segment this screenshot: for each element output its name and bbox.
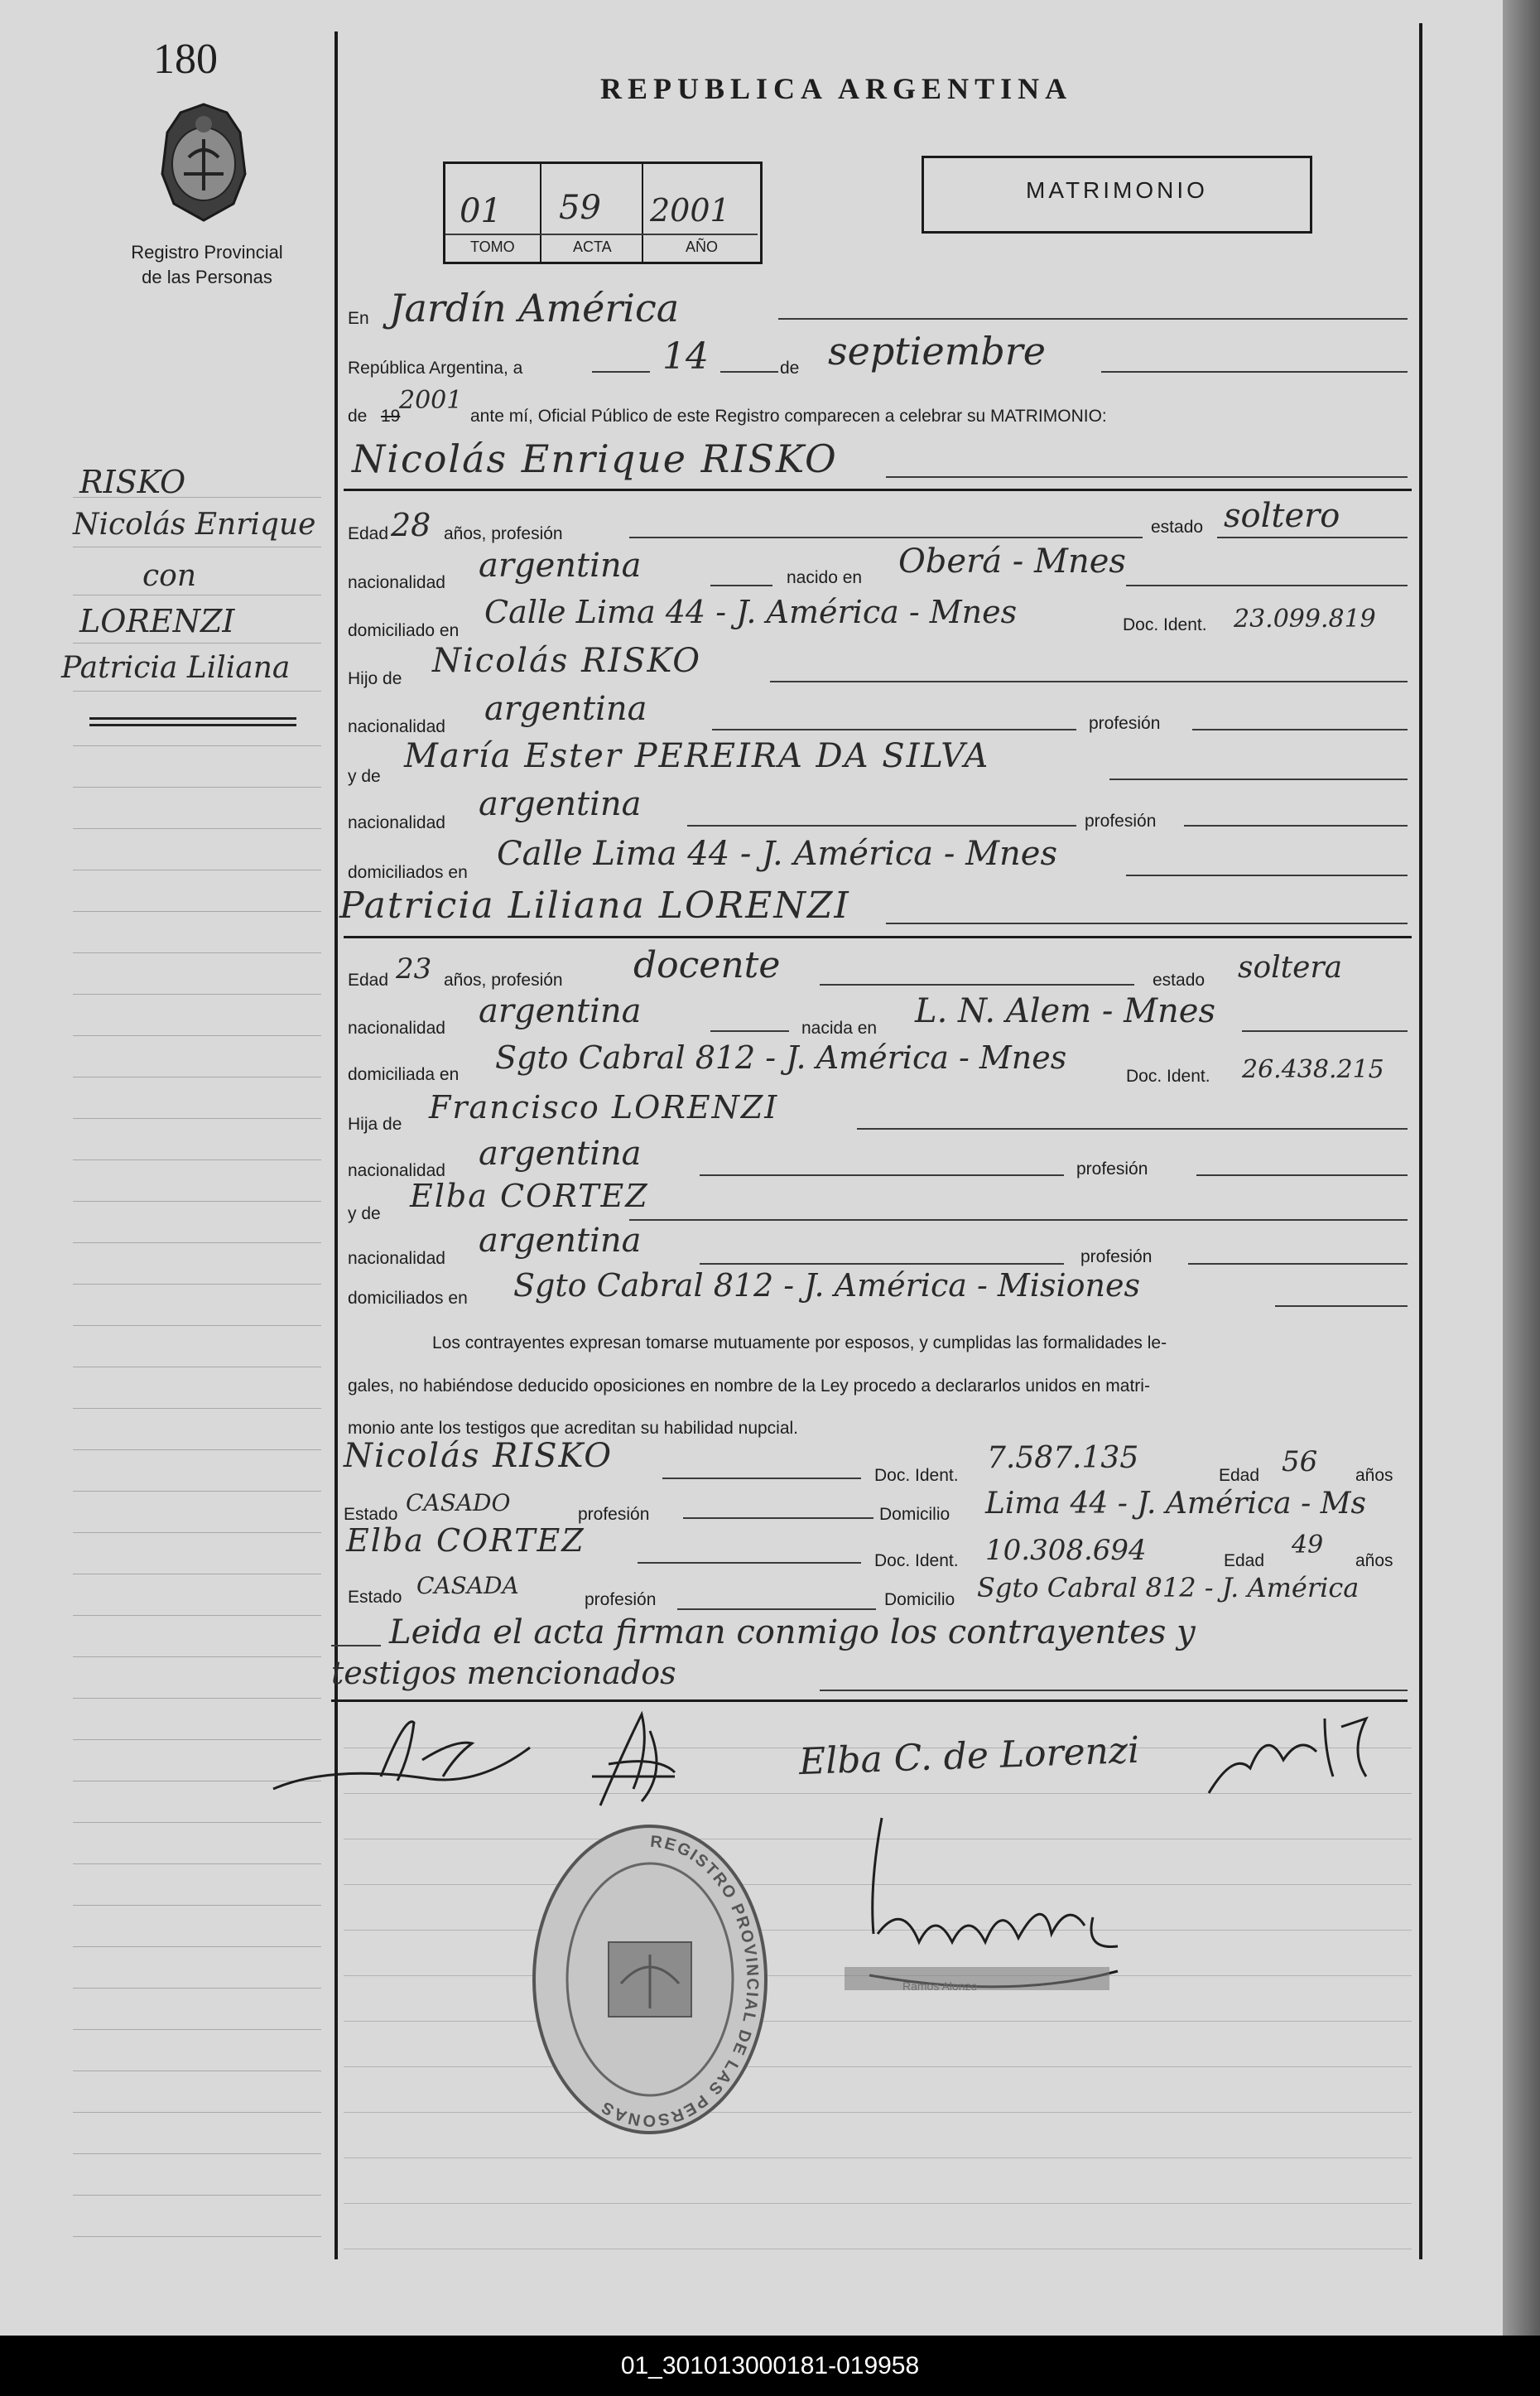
- label-bride-edad: Edad: [348, 971, 389, 990]
- bride-signature: [575, 1698, 700, 1814]
- right-border: [1419, 23, 1422, 2259]
- label-bride-hija-de: Hija de: [348, 1115, 402, 1134]
- label-bride-domiciliada-en: domiciliada en: [348, 1065, 460, 1084]
- witness1-signature: [1201, 1702, 1383, 1801]
- label-en: En: [348, 309, 369, 328]
- groom-name: Nicolás Enrique RISKO: [352, 436, 838, 481]
- acta-value: 59: [559, 189, 601, 227]
- closing-line2: testigos mencionados: [331, 1655, 676, 1691]
- bride-address: Sgto Cabral 812 - J. América - Mnes: [495, 1039, 1067, 1076]
- label-witness2-profesion: profesión: [585, 1590, 657, 1609]
- label-bride-estado: estado: [1153, 971, 1206, 990]
- groom-age: 28: [391, 507, 431, 543]
- bride-parents-address: Sgto Cabral 812 - J. América - Misiones: [513, 1267, 1140, 1304]
- label-witness1-estado: Estado: [344, 1505, 398, 1524]
- label-de-year: de: [348, 407, 368, 426]
- country-title: REPUBLICA ARGENTINA: [600, 72, 1073, 105]
- label-witness1-anos: años: [1355, 1466, 1393, 1485]
- witness1-doc: 7.587.135: [987, 1441, 1139, 1475]
- label-groom-domiciliado-en: domiciliado en: [348, 621, 460, 640]
- tomo-label: TOMO: [470, 239, 515, 255]
- groom-doc: 23.099.819: [1234, 605, 1376, 634]
- groom-father-nationality: argentina: [484, 690, 647, 728]
- label-witness2-doc-ident: Doc. Ident.: [874, 1551, 959, 1570]
- label-groom-nacionalidad: nacionalidad: [348, 573, 445, 592]
- margin-note-end-rule2: [89, 724, 296, 726]
- declaration-line2: gales, no habiéndose deducido oposiciones en nombre de la Ley procedo a declararlos unidos en matri-: [348, 1376, 1150, 1396]
- label-witness2-estado: Estado: [348, 1588, 402, 1607]
- label-groom-father-nacionalidad: nacionalidad: [348, 717, 445, 736]
- witness1-age: 56: [1282, 1445, 1318, 1478]
- groom-nationality: argentina: [479, 547, 642, 585]
- label-de-month: de: [780, 359, 800, 378]
- witness1-status: CASADO: [406, 1489, 511, 1516]
- label-witness2-anos: años: [1355, 1551, 1393, 1570]
- bride-father-nationality: argentina: [479, 1135, 642, 1173]
- groom-status: soltero: [1224, 497, 1340, 535]
- label-bride-nacida-en: nacida en: [801, 1019, 878, 1038]
- label-bride-mother-nacionalidad: nacionalidad: [348, 1249, 445, 1268]
- label-bride-y-de: y de: [348, 1204, 381, 1223]
- image-id-footer: 01_301013000181-019958: [0, 2336, 1540, 2396]
- label-groom-mother-nacionalidad: nacionalidad: [348, 813, 445, 832]
- label-groom-anos-profesion: años, profesión: [444, 524, 563, 543]
- bride-nationality: argentina: [479, 992, 642, 1030]
- margin-note-surname: RISKO: [79, 464, 186, 500]
- declaration-line1: Los contrayentes expresan tomarse mutuamente por esposos, y cumplidas las formalidades le-: [432, 1333, 1167, 1352]
- bride-mother: Elba CORTEZ: [410, 1178, 649, 1214]
- label-bride-mother-profesion: profesión: [1080, 1247, 1153, 1266]
- margin-note-surname2: LORENZI: [79, 603, 235, 639]
- groom-signature: [265, 1698, 546, 1805]
- bride-name: Patricia Liliana LORENZI: [339, 885, 850, 927]
- label-bride-father-profesion: profesión: [1076, 1159, 1148, 1179]
- witness2-doc: 10.308.694: [985, 1534, 1147, 1567]
- label-bride-anos-profesion: años, profesión: [444, 971, 563, 990]
- date-day: 14: [662, 335, 709, 378]
- tomo-value: 01: [460, 192, 502, 230]
- page-edge: [1503, 0, 1540, 2336]
- bride-born-in: L. N. Alem - Mnes: [915, 992, 1216, 1030]
- bride-mother-nationality: argentina: [479, 1222, 642, 1260]
- label-witness2-edad: Edad: [1224, 1551, 1265, 1570]
- label-bride-domiciliados-en: domiciliados en: [348, 1289, 468, 1308]
- groom-born-in: Oberá - Mnes: [898, 542, 1126, 581]
- place: Jardín América: [389, 286, 680, 330]
- label-groom-estado: estado: [1151, 518, 1204, 537]
- groom-address: Calle Lima 44 - J. América - Mnes: [484, 594, 1018, 630]
- ano-value: 2001: [650, 192, 730, 229]
- bride-age: 23: [396, 952, 432, 986]
- official-signature-name: Ramos Alonzo: [902, 1979, 978, 1993]
- witness1-address: Lima 44 - J. América - Ms: [985, 1487, 1367, 1521]
- label-groom-y-de: y de: [348, 767, 381, 786]
- label-witness1-edad: Edad: [1219, 1466, 1260, 1485]
- bride-doc: 26.438.215: [1242, 1055, 1384, 1084]
- bride-profession: docente: [633, 944, 781, 986]
- witness2-name: Elba CORTEZ: [346, 1522, 585, 1559]
- label-groom-domiciliados-en: domiciliados en: [348, 863, 468, 882]
- witness-signature-text: Elba C. de Lorenzi: [798, 1728, 1140, 1784]
- registry-name-line1: Registro Provincial: [131, 242, 283, 263]
- registry-name-line2: de las Personas: [142, 267, 272, 287]
- label-groom-hijo-de: Hijo de: [348, 669, 402, 688]
- page-number: 180: [153, 36, 218, 83]
- svg-text:REGISTRO PROVINCIAL DE LAS PER: REGISTRO PROVINCIAL DE LAS PERSONAS: [597, 1832, 762, 2130]
- label-groom-nacido-en: nacido en: [787, 568, 863, 587]
- label-witness2-domicilio: Domicilio: [884, 1590, 955, 1609]
- margin-note-con: con: [142, 559, 197, 593]
- label-bride-nacionalidad: nacionalidad: [348, 1019, 445, 1038]
- groom-mother-nationality: argentina: [479, 785, 642, 823]
- label-groom-doc-ident: Doc. Ident.: [1123, 615, 1207, 634]
- acta-label: ACTA: [573, 239, 612, 255]
- groom-mother: María Ester PEREIRA DA SILVA: [404, 737, 990, 775]
- margin-note-given-names: Nicolás Enrique: [73, 508, 316, 542]
- provincial-coat-of-arms-icon: [147, 99, 260, 224]
- official-seal: [526, 1818, 774, 2141]
- label-groom-edad: Edad: [348, 524, 389, 543]
- act-type: MATRIMONIO: [1026, 177, 1208, 203]
- label-bride-doc-ident: Doc. Ident.: [1126, 1067, 1210, 1086]
- label-witness1-profesion: profesión: [578, 1505, 650, 1524]
- label-republica: República Argentina, a: [348, 359, 523, 378]
- label-bride-father-nacionalidad: nacionalidad: [348, 1161, 445, 1180]
- label-groom-mother-profesion: profesión: [1085, 812, 1157, 831]
- margin-divider: [334, 31, 338, 2259]
- bride-father: Francisco LORENZI: [429, 1089, 779, 1126]
- label-ante: ante mí, Oficial Público de este Registro comparecen a celebrar su MATRIMONIO:: [470, 407, 1107, 426]
- year-prefix-struck: 19: [381, 407, 401, 426]
- declaration-line3: monio ante los testigos que acreditan su habilidad nupcial.: [348, 1419, 799, 1438]
- groom-father: Nicolás RISKO: [432, 642, 702, 680]
- official-signature: [845, 1801, 1126, 2008]
- margin-note-end-rule: [89, 717, 296, 720]
- label-groom-father-profesion: profesión: [1089, 714, 1161, 733]
- ano-label: AÑO: [686, 239, 719, 255]
- label-witness1-domicilio: Domicilio: [879, 1505, 950, 1524]
- groom-parents-address: Calle Lima 44 - J. América - Mnes: [497, 835, 1057, 873]
- witness2-address: Sgto Cabral 812 - J. América: [977, 1572, 1360, 1603]
- date-year: 2001: [399, 386, 463, 415]
- closing-line1: Leida el acta firman conmigo los contrayentes y: [389, 1613, 1196, 1651]
- witness2-age: 49: [1292, 1531, 1324, 1560]
- margin-note-given-names2: Patricia Liliana: [61, 651, 291, 685]
- label-witness1-doc-ident: Doc. Ident.: [874, 1466, 959, 1485]
- witness1-name: Nicolás RISKO: [344, 1437, 614, 1475]
- date-month: septiembre: [828, 329, 1046, 374]
- bride-status: soltera: [1238, 951, 1343, 985]
- witness2-status: CASADA: [416, 1572, 519, 1599]
